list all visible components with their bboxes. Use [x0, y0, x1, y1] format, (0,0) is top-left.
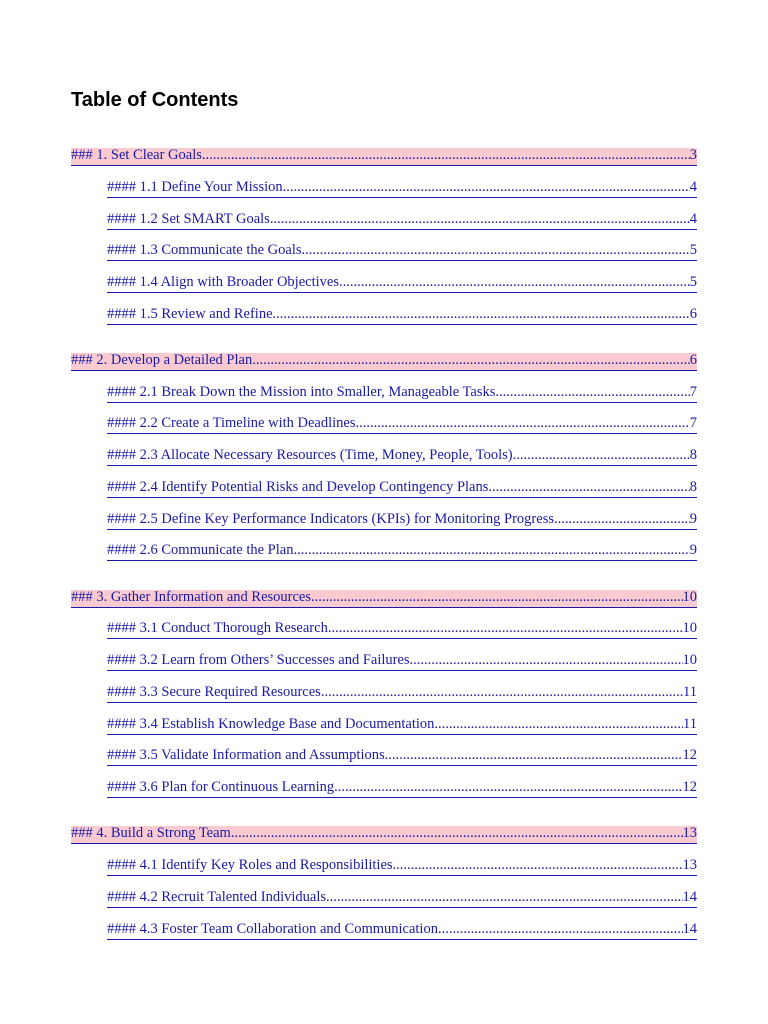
- toc-entry-label: #### 3.4 Establish Knowledge Base and Documentation: [107, 717, 435, 732]
- toc-entry-1-3[interactable]: [107, 243, 697, 261]
- dot-leader: [326, 890, 683, 906]
- toc-title: Table of Contents: [71, 89, 239, 111]
- dot-leader: [393, 858, 683, 874]
- toc-entry-page: 10: [682, 590, 697, 605]
- toc-entry-page: 13: [682, 826, 697, 841]
- toc-entry-2-1[interactable]: [107, 385, 697, 403]
- dot-leader: [283, 180, 690, 196]
- toc-entry-label: #### 2.1 Break Down the Mission into Smaller, Manageable Tasks: [107, 385, 496, 400]
- dot-leader: [273, 307, 690, 323]
- toc-entry-page: 3: [689, 148, 697, 163]
- dot-leader: [328, 621, 683, 637]
- toc-entry-label: #### 3.2 Learn from Others’ Successes and Failures: [107, 653, 410, 668]
- toc-entry-page: 11: [683, 717, 697, 732]
- toc-entry-page: 5: [689, 275, 697, 290]
- toc-entry-label: #### 3.1 Conduct Thorough Research: [107, 621, 328, 636]
- toc-entry-label: #### 3.5 Validate Information and Assumptions: [107, 748, 385, 763]
- toc-entry-2-2[interactable]: [107, 416, 697, 434]
- toc-entry-3-5[interactable]: [107, 748, 697, 766]
- dot-leader: [495, 385, 689, 401]
- toc-entry-page: 10: [682, 621, 697, 636]
- toc-entry-label: #### 4.1 Identify Key Roles and Responsibilities: [107, 858, 393, 873]
- toc-entry-label: ### 4. Build a Strong Team: [71, 826, 231, 841]
- toc-entry-label: #### 3.6 Plan for Continuous Learning: [107, 780, 335, 795]
- toc-entry-page: 5: [689, 243, 697, 258]
- toc-entry-page: 9: [689, 543, 697, 558]
- toc-entry-section-3[interactable]: [71, 590, 697, 608]
- toc-entry-label: #### 2.6 Communicate the Plan: [107, 543, 294, 558]
- toc-entry-page: 6: [689, 307, 697, 322]
- toc-entry-label: #### 2.3 Allocate Necessary Resources (Time, Money, People, Tools): [107, 448, 513, 463]
- dot-leader: [311, 590, 683, 606]
- toc-entry-page: 7: [689, 416, 697, 431]
- toc-entry-page: 8: [689, 448, 697, 463]
- dot-leader: [202, 148, 690, 164]
- toc-entry-3-1[interactable]: [107, 621, 697, 639]
- toc-entry-3-4[interactable]: [107, 717, 697, 735]
- toc-entry-2-3[interactable]: [107, 448, 697, 466]
- toc-entry-page: 11: [683, 685, 697, 700]
- toc-entry-section-4[interactable]: [71, 826, 697, 844]
- toc-entry-2-6[interactable]: [107, 543, 697, 561]
- toc-entry-1-4[interactable]: [107, 275, 697, 293]
- toc-entry-page: 13: [682, 858, 697, 873]
- toc-entry-label: #### 1.5 Review and Refine: [107, 307, 273, 322]
- toc-entry-label: #### 1.1 Define Your Mission: [107, 180, 283, 195]
- toc-entry-label: #### 1.3 Communicate the Goals: [107, 243, 302, 258]
- toc-entry-page: 14: [682, 890, 697, 905]
- toc-entry-4-3[interactable]: [107, 922, 697, 940]
- toc-entry-label: #### 1.4 Align with Broader Objectives: [107, 275, 339, 290]
- toc-entry-page: 10: [682, 653, 697, 668]
- toc-entry-1-5[interactable]: [107, 307, 697, 325]
- toc-entry-label: #### 2.2 Create a Timeline with Deadlines: [107, 416, 356, 431]
- toc-entry-page: 12: [682, 748, 697, 763]
- toc-entry-2-4[interactable]: [107, 480, 697, 498]
- dot-leader: [434, 717, 683, 733]
- toc-entry-label: #### 2.4 Identify Potential Risks and Develop Contingency Plans: [107, 480, 489, 495]
- toc-entry-page: 12: [682, 780, 697, 795]
- dot-leader: [438, 922, 683, 938]
- toc-entry-section-2[interactable]: [71, 353, 697, 371]
- toc-entry-label: ### 2. Develop a Detailed Plan: [71, 353, 253, 368]
- toc-entry-label: #### 2.5 Define Key Performance Indicators (KPIs) for Monitoring Progress: [107, 512, 554, 527]
- dot-leader: [513, 448, 690, 464]
- dot-leader: [554, 512, 690, 528]
- toc-entry-4-1[interactable]: [107, 858, 697, 876]
- toc-entry-label: #### 4.2 Recruit Talented Individuals: [107, 890, 326, 905]
- toc-entry-4-2[interactable]: [107, 890, 697, 908]
- toc-entry-label: #### 3.3 Secure Required Resources: [107, 685, 321, 700]
- toc-entry-page: 4: [689, 212, 697, 227]
- dot-leader: [355, 416, 689, 432]
- toc-entry-2-5[interactable]: [107, 512, 697, 530]
- dot-leader: [339, 275, 690, 291]
- toc-entry-1-2[interactable]: [107, 212, 697, 230]
- toc-entry-page: 6: [689, 353, 697, 368]
- dot-leader: [321, 685, 683, 701]
- dot-leader: [252, 353, 690, 369]
- toc-entry-page: 7: [689, 385, 697, 400]
- toc-entry-label: ### 3. Gather Information and Resources: [71, 590, 311, 605]
- toc-entry-section-1[interactable]: [71, 148, 697, 166]
- dot-leader: [231, 826, 683, 842]
- toc-entry-1-1[interactable]: [107, 180, 697, 198]
- dot-leader: [488, 480, 689, 496]
- dot-leader: [270, 212, 690, 228]
- toc-entry-page: 14: [682, 922, 697, 937]
- toc-entry-label: ### 1. Set Clear Goals: [71, 148, 202, 163]
- toc-entry-label: #### 1.2 Set SMART Goals: [107, 212, 270, 227]
- toc-entry-page: 9: [689, 512, 697, 527]
- toc-entry-label: #### 4.3 Foster Team Collaboration and Communication: [107, 922, 438, 937]
- dot-leader: [410, 653, 683, 669]
- toc-entry-page: 4: [689, 180, 697, 195]
- toc-entry-3-6[interactable]: [107, 780, 697, 798]
- dot-leader: [293, 543, 689, 559]
- dot-leader: [385, 748, 683, 764]
- toc-entry-3-2[interactable]: [107, 653, 697, 671]
- toc-entry-3-3[interactable]: [107, 685, 697, 703]
- dot-leader: [334, 780, 682, 796]
- dot-leader: [302, 243, 690, 259]
- toc-entry-page: 8: [689, 480, 697, 495]
